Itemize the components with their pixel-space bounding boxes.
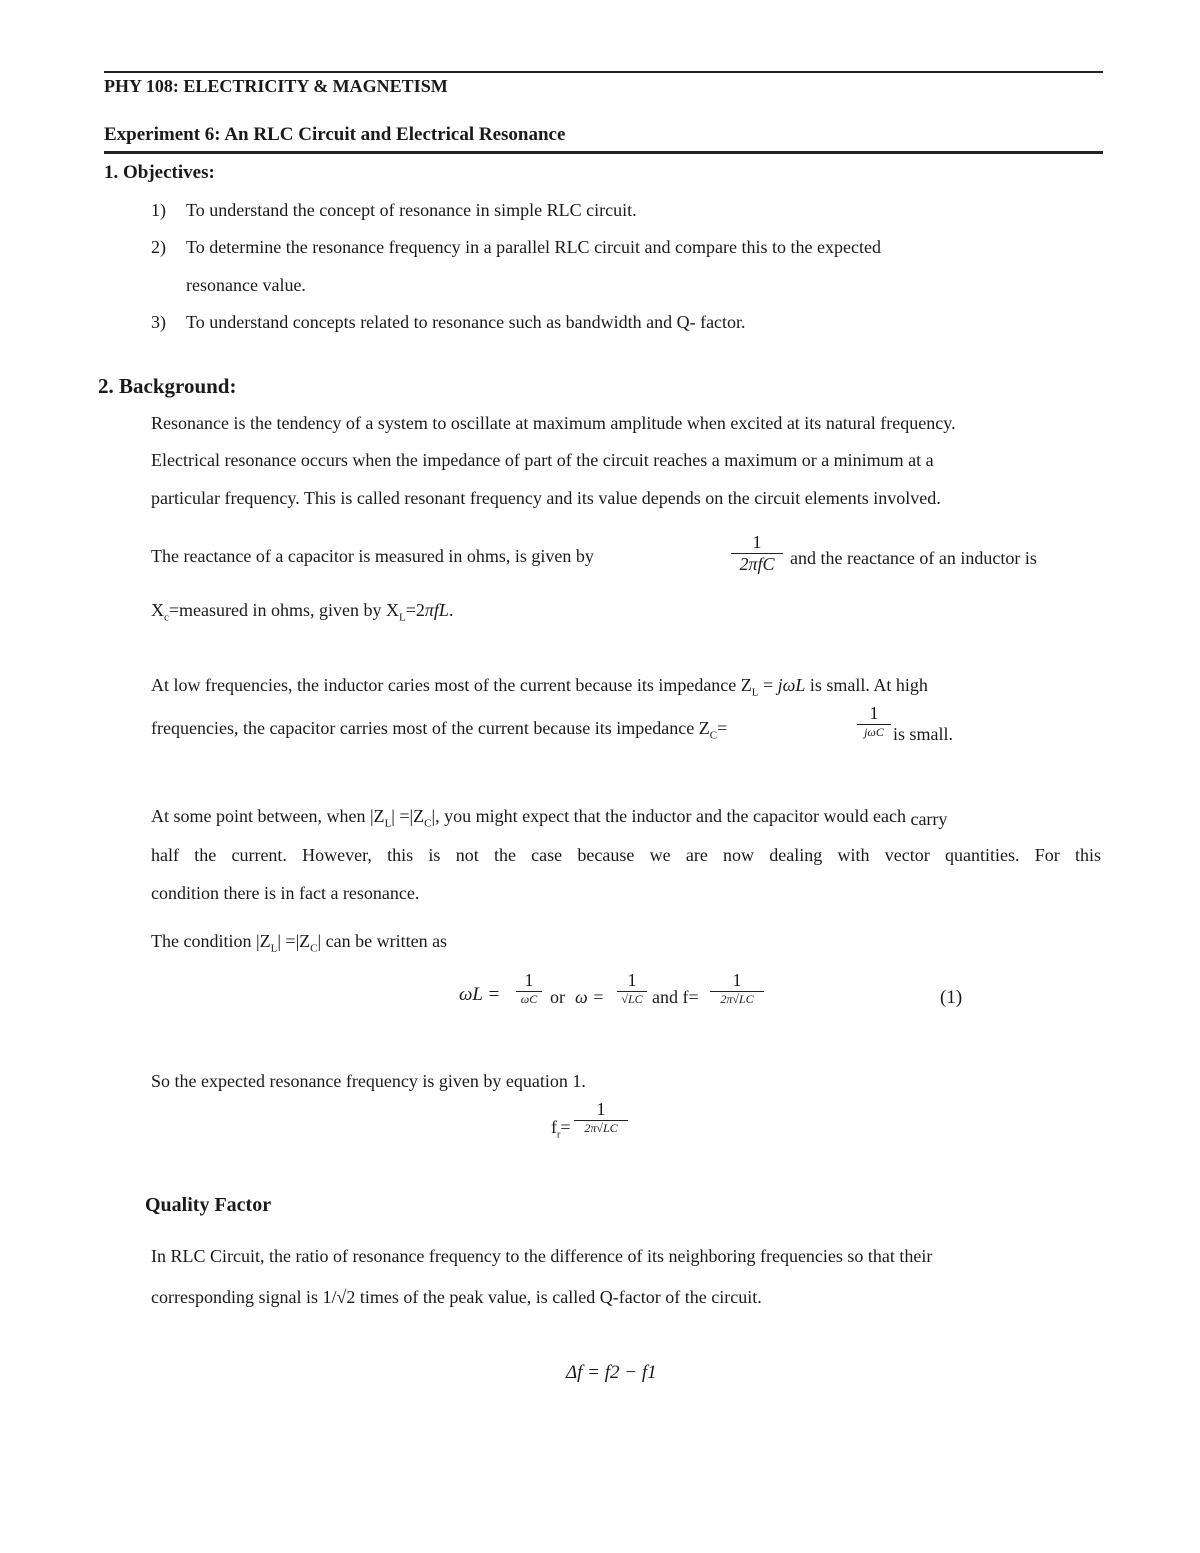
between-text-b: | =|Z [391, 806, 425, 826]
background-heading: 2. Background: [98, 374, 237, 398]
experiment-title [104, 124, 565, 146]
fraction-numerator: 1 [869, 703, 879, 723]
fraction-denominator: 2πfC [739, 554, 775, 574]
between-text-c: |, you might expect that the inductor and the capacitor would each [431, 806, 906, 826]
high-frequency-end: is small. [893, 724, 954, 744]
header-rule [104, 151, 1103, 154]
background-para-line-2: Electrical resonance occurs when the impedance of part of the circuit reaches a maximum or a minimum at a [151, 450, 934, 470]
objective-num-2: 2) [151, 237, 166, 257]
objective-num-1: 1) [151, 200, 166, 220]
low-frequency-line [151, 675, 928, 699]
fraction-numerator: 1 [627, 970, 637, 990]
condition-text-c: | can be written as [317, 931, 448, 951]
fr-symbol: f [551, 1117, 557, 1137]
background-para-line-1: Resonance is the tendency of a system to oscillate at maximum amplitude when excited at its natural frequency. [151, 413, 956, 433]
zl-math: jωL [777, 675, 806, 695]
objective-text-2b: resonance value. [186, 275, 306, 295]
quality-line-2: corresponding signal is 1/√2 times of the peak value, is called Q-factor of the circuit. [151, 1287, 762, 1307]
high-frequency-line [151, 718, 727, 742]
eq1-lhs: ωL = [459, 984, 501, 1005]
xl-subscript: L [399, 611, 406, 624]
between-line-1 [151, 806, 947, 830]
fraction-denominator: jωC [864, 725, 884, 739]
reactance-line-2 [151, 600, 453, 624]
low-frequency-eq: = [758, 675, 778, 695]
condition-line [151, 931, 447, 955]
fraction-denominator: √LC [621, 992, 643, 1006]
between-text-d: carry [905, 809, 948, 829]
experiment-name: An RLC Circuit and Electrical Resonance [220, 124, 566, 145]
reactance-text: =measured in ohms, given by X [168, 600, 400, 620]
objective-text-3: To understand concepts related to resonance such as bandwidth and Q- factor. [186, 312, 746, 332]
high-frequency-text: frequencies, the capacitor carries most of the current because its impedance Z [151, 718, 710, 738]
fraction-denominator: ωC [520, 992, 538, 1006]
expected-resonance-line: So the expected resonance frequency is given by equation 1. [151, 1071, 586, 1091]
zc-subscript: C [709, 729, 718, 742]
equation-number: (1) [940, 987, 963, 1008]
between-line-3: condition there is in fact a resonance. [151, 883, 420, 903]
between-text-a: At some point between, when |Z [151, 806, 385, 826]
high-frequency-eq: = [717, 718, 728, 738]
xc-symbol: X [151, 600, 164, 620]
objectives-heading: 1. Objectives: [104, 162, 215, 183]
fr-subscript: r [557, 1129, 561, 1141]
xl-math: πfL [424, 600, 449, 620]
fraction-numerator: 1 [524, 970, 534, 990]
xc-subscript: c [164, 611, 169, 624]
fraction-denominator: 2π√LC [720, 992, 754, 1006]
eq1-fraction-3 [710, 970, 764, 1007]
eq1-or: or [550, 987, 565, 1007]
capacitor-impedance-fraction [857, 703, 891, 740]
top-rule [104, 71, 1103, 73]
reactance-line-1-end: and the reactance of an inductor is [790, 548, 1037, 568]
capacitor-reactance-fraction [731, 532, 783, 575]
eq1-fraction-1 [516, 970, 542, 1007]
eq1-omega: ω = [575, 987, 605, 1007]
eq1-fraction-2 [617, 970, 647, 1007]
fraction-denominator: 2π√LC [584, 1121, 618, 1135]
low-frequency-end: is small. At high [805, 675, 928, 695]
zl-subscript: L [751, 686, 759, 699]
resonance-frequency-lhs [551, 1117, 571, 1141]
xl-end: . [448, 600, 454, 620]
fraction-numerator: 1 [752, 532, 762, 552]
fraction-numerator: 1 [596, 1099, 606, 1119]
xl-eq: =2 [405, 600, 425, 620]
condition-text-a: The condition |Z [151, 931, 271, 951]
reactance-line-1: The reactance of a capacitor is measured in ohms, is given by [151, 546, 594, 566]
fraction-numerator: 1 [732, 970, 742, 990]
experiment-prefix: Experiment 6: [104, 124, 221, 145]
between-line-2: half the current. However, this is not the case because we are now dealing with vector quantities. For this [151, 845, 1101, 865]
fr-eq: = [560, 1117, 571, 1137]
resonance-frequency-fraction [574, 1099, 628, 1136]
objective-num-3: 3) [151, 312, 166, 332]
zc-subscript: C [310, 942, 318, 955]
condition-text-b: | =|Z [277, 931, 311, 951]
bandwidth-equation: Δf = f2 − f1 [566, 1362, 657, 1383]
objective-text-2a: To determine the resonance frequency in a parallel RLC circuit and compare this to the expected [186, 237, 881, 257]
zl-subscript: L [384, 817, 392, 830]
zl-subscript: L [270, 942, 278, 955]
course-title: PHY 108: ELECTRICITY & MAGNETISM [104, 76, 448, 96]
quality-line-1: In RLC Circuit, the ratio of resonance frequency to the difference of its neighboring frequencies so that their [151, 1246, 933, 1266]
quality-factor-heading: Quality Factor [145, 1194, 272, 1216]
low-frequency-text: At low frequencies, the inductor caries most of the current because its impedance Z [151, 675, 752, 695]
objective-text-1: To understand the concept of resonance in simple RLC circuit. [186, 200, 637, 220]
zc-subscript: C [424, 817, 432, 830]
background-para-line-3: particular frequency. This is called resonant frequency and its value depends on the circuit elements involved. [151, 488, 941, 508]
eq1-and: and f= [652, 987, 699, 1007]
